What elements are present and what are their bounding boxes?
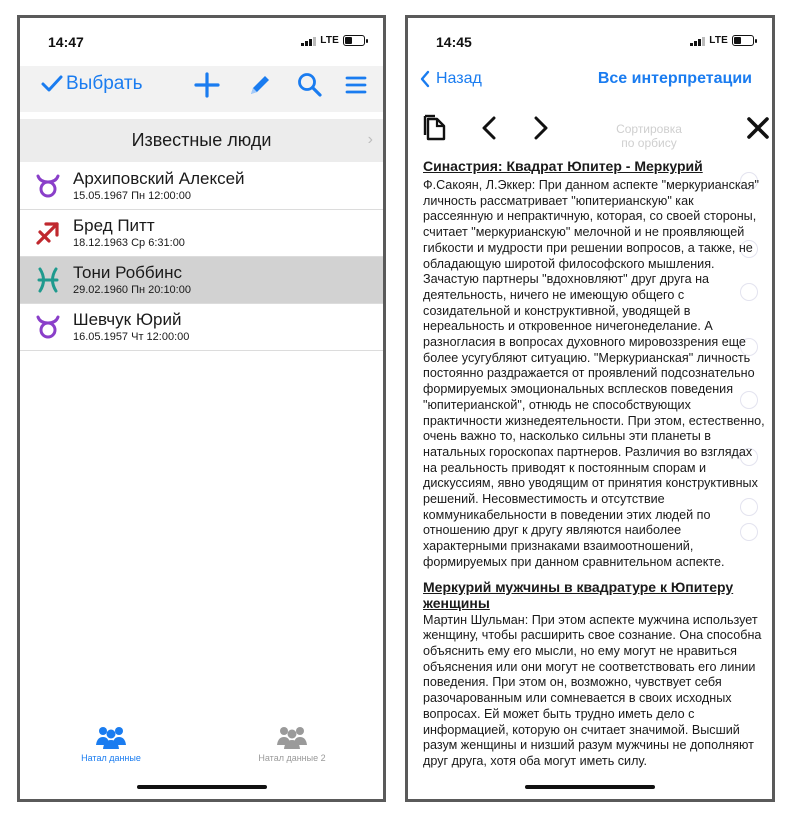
left-phone-screen <box>17 15 386 802</box>
person-date: 16.05.1957 Чт 12:00:00 <box>73 331 190 343</box>
person-date: 29.02.1960 Пн 20:10:00 <box>73 284 191 296</box>
interpretation-content <box>423 158 766 778</box>
network-label: LTE <box>320 35 339 46</box>
list-item-person[interactable] <box>20 210 383 257</box>
tab-natal-data-2[interactable] <box>232 723 352 763</box>
top-navbar <box>408 66 772 98</box>
interpretation-title: Синастрия: Квадрат Юпитер - Меркурий <box>423 158 703 174</box>
ghost-sort-label: Сортировка по орбису <box>616 122 682 150</box>
person-name: Тони Роббинс <box>73 263 183 282</box>
checkmark-icon <box>40 72 64 96</box>
top-navbar <box>20 66 383 112</box>
list-item-person[interactable] <box>20 163 383 210</box>
tab-label: Натал данные <box>81 753 141 763</box>
edit-pencil-icon[interactable] <box>246 71 274 99</box>
person-date: 15.05.1967 Пн 12:00:00 <box>73 190 191 202</box>
home-indicator[interactable] <box>137 785 267 789</box>
list-item-person[interactable] <box>20 304 383 351</box>
people-group-icon <box>277 723 307 749</box>
list-item-person-selected[interactable] <box>20 257 383 304</box>
person-date: 18.12.1963 Ср 6:31:00 <box>73 237 185 249</box>
home-indicator[interactable] <box>525 785 655 789</box>
chevron-right-icon[interactable] <box>526 114 554 142</box>
battery-icon <box>343 35 365 46</box>
signal-icon <box>301 36 316 46</box>
section-header-famous-people[interactable] <box>20 119 383 162</box>
status-time: 14:45 <box>436 34 472 50</box>
status-bar <box>20 18 383 66</box>
sagittarius-icon <box>34 219 62 247</box>
select-label: Выбрать <box>66 73 143 94</box>
copy-document-icon[interactable] <box>422 114 450 142</box>
taurus-icon <box>34 313 62 341</box>
taurus-icon <box>34 172 62 200</box>
interpretation-toolbar <box>408 110 772 150</box>
person-name: Архиповский Алексей <box>73 169 245 188</box>
right-phone-screen <box>405 15 775 802</box>
network-label: LTE <box>709 35 728 46</box>
section-title: Известные люди <box>131 130 272 150</box>
interpretation-text: Мартин Шульман: При этом аспекте мужчина использует женщину, чтобы расширить свое сознание. Она способна объяснить ему его мысли, но ему могут не нравиться объяснения или они могут не соответствовать его линии поведения. При этом он, возможно, чувствует себя разочарованным или сомневается в своих исходных вопросах. Ей может быть трудно иметь дело с информацией, которую он считает значимой. Высший разум женщины и низший разум мужчины не дополняют друг друга, хотя оба могут иметь силу. <box>423 612 762 768</box>
menu-icon[interactable] <box>342 71 370 99</box>
select-button[interactable] <box>40 72 143 96</box>
close-icon[interactable] <box>744 114 772 142</box>
add-icon[interactable] <box>193 71 221 99</box>
pisces-icon <box>34 266 62 294</box>
interpretation-text: Ф.Сакоян, Л.Эккер: При данном аспекте "меркурианская" личность рассматривает "юпитерианскую" как рассеянную и непрактичную, которая, со своей стороны, считает "меркурианскую" мелочной и не проявляющей гибкости и мудрости при решении вопросов, а также, не обладающую широтой философского мышления. Зачастую партнеры "вдохновляют" друг друга на деятельность, ничего не имеющую общего с созидательной и конструктивной, уводящей в нереальность и откровенное ничегонеделание. А разногласия в вопросах духовного мировоззрения еще более усугубляют ситуацию. "Меркурианская" личность постоянно раздражается от проявлений подсознательно формируемых эмоциональных всплесков поведения "юпитерианской", отнюдь не способствующих практичности жизнедеятельности. При этом, естественно, очень важно то, насколько сильны эти планеты в натальных гороскопах партнеров. Различия во взглядах на реальность приводят к постоянным спорам и дискуссиям, явно уводящим от принятия конструктивных решений. Несовместимость и отсутствие коммуникабельности в поведении этих людей по отношению друг к другу являются наиболее характерными признаками взаимоотношений, формируемых при данном сравнительном аспекте. <box>423 178 765 569</box>
person-name: Бред Питт <box>73 216 155 235</box>
back-button[interactable] <box>420 70 482 88</box>
chevron-right-icon: › <box>367 131 373 148</box>
chevron-left-icon <box>420 70 430 88</box>
people-list <box>20 163 383 351</box>
back-label: Назад <box>436 70 482 87</box>
tab-label: Натал данные 2 <box>258 753 326 763</box>
people-group-icon <box>96 723 126 749</box>
battery-icon <box>732 35 754 46</box>
status-bar <box>408 18 772 66</box>
tab-natal-data[interactable] <box>51 723 171 763</box>
status-time: 14:47 <box>48 34 84 50</box>
person-name: Шевчук Юрий <box>73 310 182 329</box>
search-icon[interactable] <box>296 71 324 99</box>
interpretation-title: Меркурий мужчины в квадратуре к Юпитеру женщины <box>423 578 734 611</box>
all-interpretations-button[interactable]: Все интерпретации <box>597 70 752 87</box>
signal-icon <box>690 36 705 46</box>
chevron-left-icon[interactable] <box>476 114 504 142</box>
